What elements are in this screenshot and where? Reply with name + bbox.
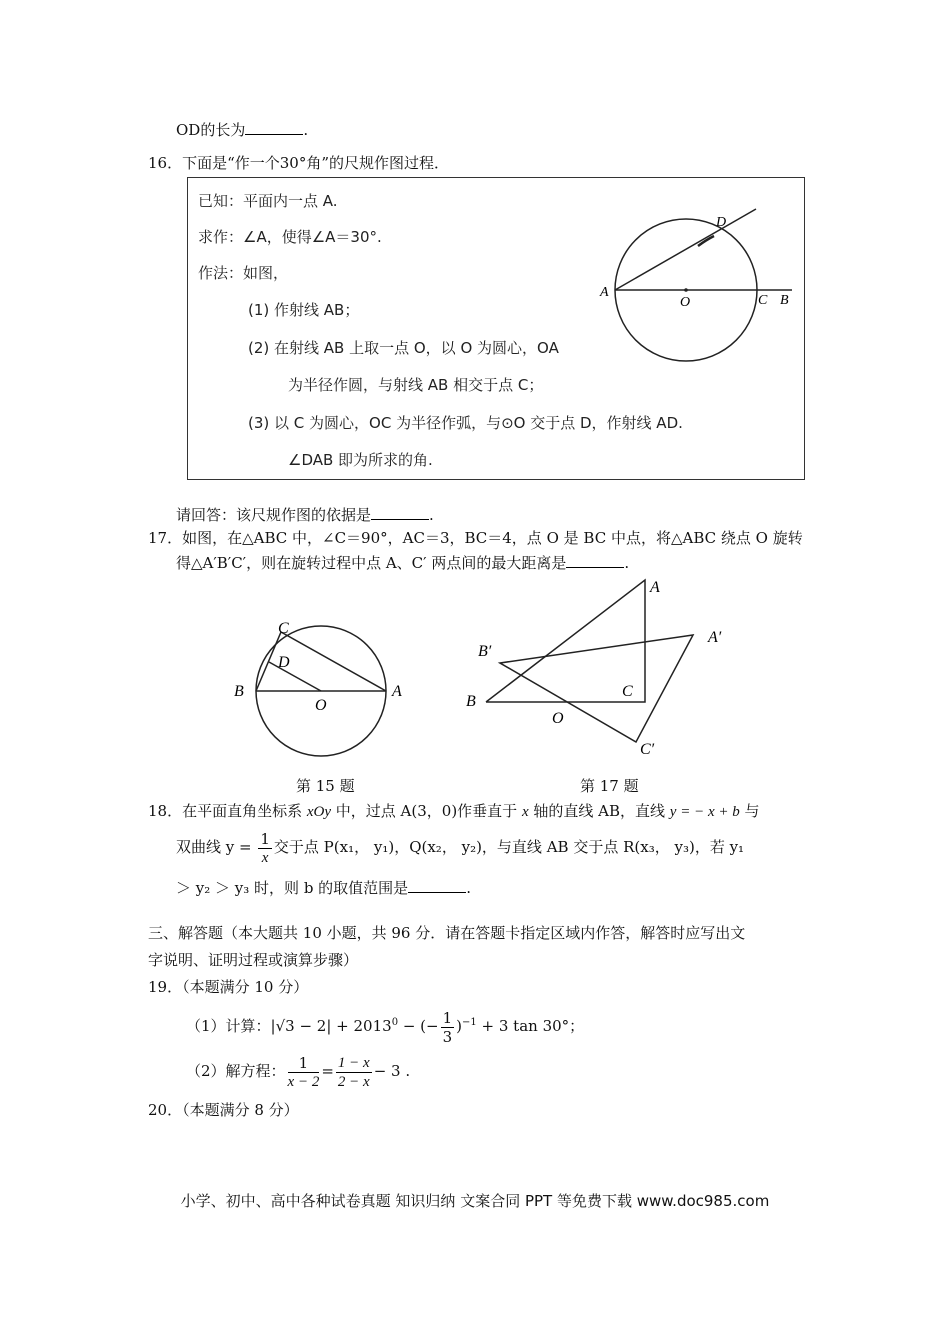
sec3-line1: 三、解答题（本大题共 10 小题，共 96 分．请在答题卡指定区域内作答，解答时应写出文 <box>148 924 746 942</box>
q19-title: 19．（本题满分 10 分） <box>148 978 309 996</box>
box-find: 求作：∠A，使得∠A＝30°. <box>198 228 382 246</box>
q16-title: 16．下面是“作一个30°角”的尺规作图过程． <box>148 154 450 172</box>
fig15-label-b: B <box>234 683 244 700</box>
fig15-label-a: A <box>392 683 402 700</box>
fig17-label-b-prime: B′ <box>478 643 492 660</box>
fig15-label-c: C <box>278 620 289 637</box>
answer-blank[interactable] <box>245 120 303 135</box>
box-method: 作法：如图， <box>198 264 289 282</box>
label-d: D <box>716 215 727 230</box>
q17-line2: 得△A′B′C′，则在旋转过程中点 A、C′ 两点间的最大距离是 . <box>176 554 630 572</box>
q18-line1: 18．在平面直角坐标系 xOy 中，过点 A(3，0)作垂直于 x 轴的直线 AB，直线 y = − x + b 与 <box>148 802 760 820</box>
fraction-right: $\frac{1 - x}{2 - x}$ <box>337 1054 370 1090</box>
fig17-label-a: A <box>650 579 660 596</box>
fraction-left: $\frac{1}{x - 2}$ <box>287 1053 320 1090</box>
label-c: C <box>758 293 768 308</box>
box-step1: (1) 作射线 AB； <box>248 301 360 319</box>
q20-title: 20．（本题满分 8 分） <box>148 1101 299 1119</box>
figure-15 <box>230 615 410 775</box>
q15-tail: OD的长为 . <box>176 121 309 139</box>
page-footer: 小学、初中、高中各种试卷真题 知识归纳 文案合同 PPT 等免费下载 www.doc985.com <box>180 1192 770 1210</box>
fig15-label-d: D <box>278 654 290 671</box>
fig17-label-o: O <box>552 710 564 727</box>
figure-17 <box>460 572 750 782</box>
box-conclusion: ∠DAB 即为所求的角. <box>288 451 433 469</box>
label-b: B <box>780 293 789 308</box>
box-step3: (3) 以 C 为圆心，OC 为半径作弧，与⊙O 交于点 D，作射线 AD. <box>248 414 683 432</box>
center-point <box>684 288 688 292</box>
ray-ad <box>615 209 756 290</box>
fig17-label-c-prime: C′ <box>640 741 655 758</box>
fraction-one-third: $\frac{1}{3}$ <box>442 1008 453 1046</box>
caption-15: 第 15 题 <box>296 777 355 795</box>
q18-line2: 双曲线 y = $\frac{1}{x}$ 交于点 P(x₁， y₁)，Q(x₂， y₂)，与直线 AB 交于点 R(x₃， y₃)，若 y₁ <box>176 829 745 866</box>
fig17-label-b: B <box>466 693 476 710</box>
fig17-label-a-prime: A′ <box>708 629 722 646</box>
label-a: A <box>600 285 609 300</box>
label-o: O <box>680 295 691 310</box>
box-step2b: 为半径作圆，与射线 AB 相交于点 C； <box>288 376 544 394</box>
box-known: 已知：平面内一点 A. <box>198 192 338 210</box>
box-step2a: (2) 在射线 AB 上取一点 O，以 O 为圆心，OA <box>248 339 559 357</box>
answer-blank[interactable] <box>371 505 429 520</box>
fig15-label-o: O <box>315 697 327 714</box>
q19-part2: （2）解方程： $\frac{1}{x - 2}$ = $\frac{1 - x}{2 - x}$ − 3 . <box>186 1053 411 1090</box>
answer-blank[interactable] <box>408 878 466 893</box>
caption-17: 第 17 题 <box>580 777 639 795</box>
answer-blank[interactable] <box>566 553 624 568</box>
q17-line1: 17．如图，在△ABC 中，∠C＝90°，AC＝3，BC＝4，点 O 是 BC 中点，将△ABC 绕点 O 旋转 <box>148 529 803 547</box>
sec3-line2: 字说明、证明过程或演算步骤） <box>148 951 359 969</box>
construction-box <box>187 177 805 480</box>
q19-part1: （1）计算：$|√3 - 2| + 2013^0$ − (− $\frac{1}{3}$ )$^{-1}$ + 3 tan 30°； <box>186 1008 585 1046</box>
fraction-1-over-x: $\frac{1}{x}$ <box>260 829 270 866</box>
fig17-label-c: C <box>622 683 633 700</box>
q18-line3: ＞ y₂ ＞ y₃ 时，则 b 的取值范围是 . <box>176 879 471 897</box>
q16-answer: 请回答：该尺规作图的依据是 . <box>176 506 434 524</box>
construction-figure <box>594 198 794 368</box>
